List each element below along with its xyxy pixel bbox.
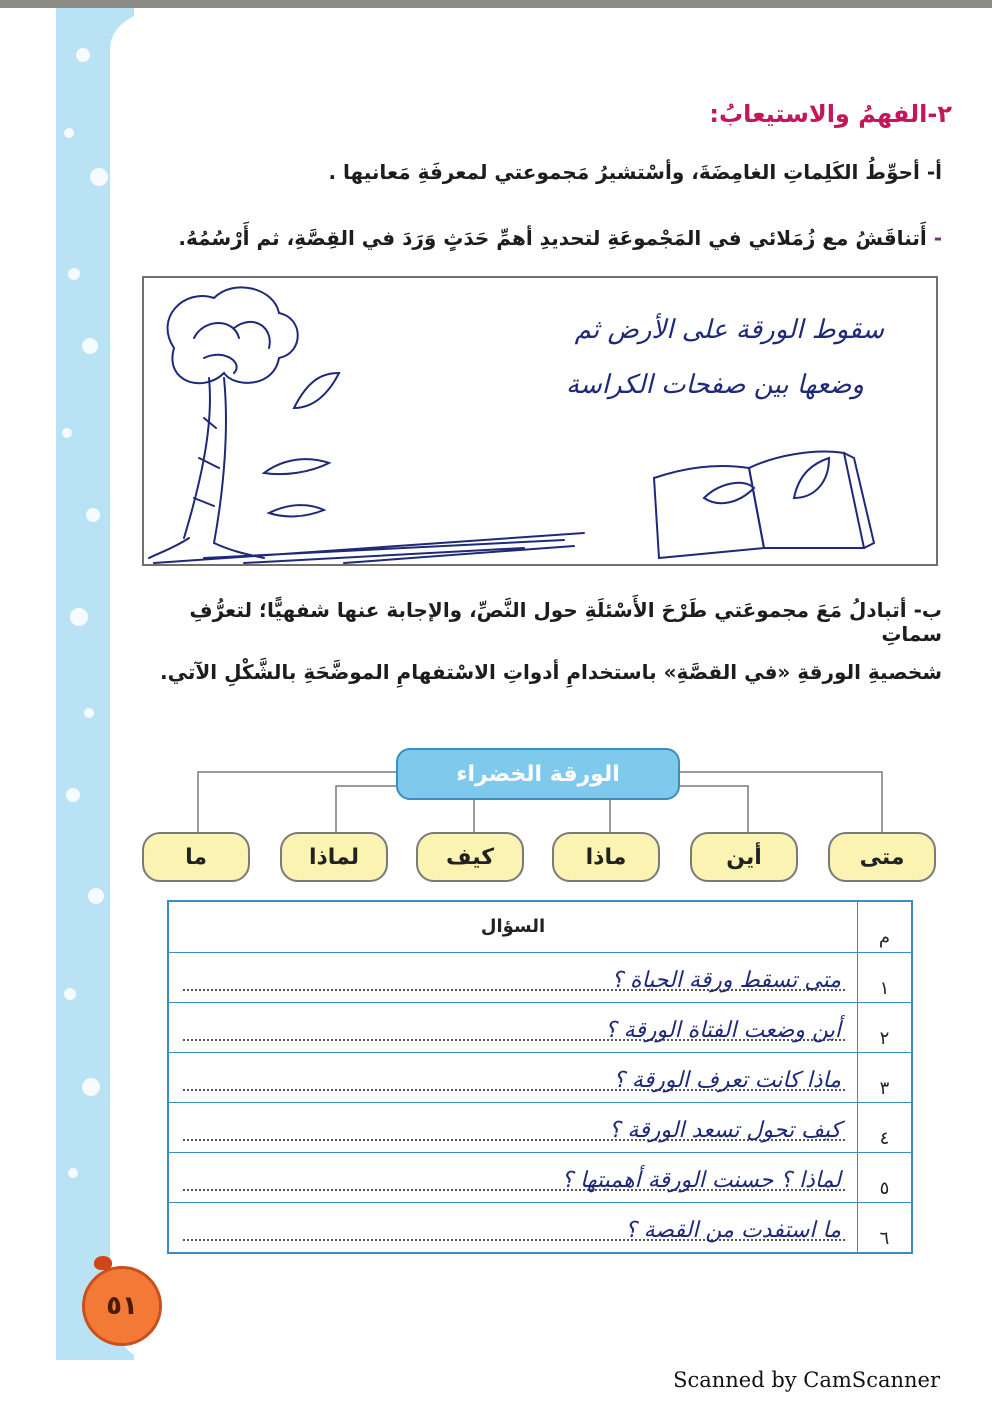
ground-lines [154,533,584,563]
page-number: ٥١ [82,1266,162,1346]
scanner-watermark: Scanned by CamScanner [673,1368,940,1392]
answer-cell [169,953,857,1003]
falling-leaf-1 [294,373,339,408]
header-question: السؤال [480,916,546,937]
handwritten-answer: ماذا كانت تعرف الورقة ؟ [613,1068,841,1093]
instruction-b-line2: شخصيةِ الورقةِ «في القصَّةِ» باستخدامِ أدواتِ الاسْتفهامِ الموضَّحَةِ بالشَّكْلِ الآتي. [160,660,942,684]
question-word-limadha: لماذا [280,832,388,882]
question-word-ayna: أين [690,832,798,882]
table-header-row [169,902,911,952]
instruction-b-line1: ب- أتبادلُ مَعَ مجموعَتي طَرْحَ الأَسْئلَةِ حول النَّصِّ، والإجابة عنها شفهيًّا؛ لتعرُّفِ سماتِ [189,598,942,646]
drawing-caption-2: وضعها بين صفحات الكراسة [566,370,864,400]
dash-marker: - [933,226,942,250]
questions-table [167,900,913,1254]
row-num: ٤ [857,1103,911,1153]
section-title: ٢-الفهمُ والاستيعابُ: [709,100,952,128]
answer-cell [169,1053,857,1103]
row-num: ١ [857,953,911,1003]
answer-cell [169,1003,857,1053]
instruction-discuss-text: أَتناقَشُ مع زُمَلائي في المَجْموعَةِ لتحديدِ أهمِّ حَدَثٍ وَرَدَ في القِصَّةِ، ثم أَرْسُمُهُ. [178,226,927,250]
question-word-mata: متى [828,832,936,882]
scan-top-edge [0,0,992,8]
handwritten-answer: لماذا ؟ حسنت الورقة أهميتها ؟ [561,1168,841,1193]
table-row [169,1002,911,1053]
table-row [169,1102,911,1153]
question-word-madha: ماذا [552,832,660,882]
drawing-caption-1: سقوط الورقة على الأرض ثم [574,315,884,345]
table-row [169,1052,911,1103]
concept-map-center: الورقة الخضراء [396,748,680,800]
handwritten-answer: كيف تحول تسعد الورقة ؟ [608,1118,841,1143]
student-drawing [144,278,940,568]
instruction-discuss [152,226,942,250]
question-word-ma: ما [142,832,250,882]
handwritten-answer: أين وضعت الفتاة الورقة ؟ [604,1018,841,1043]
header-num: م [857,902,911,952]
question-word-kayfa: كيف [416,832,524,882]
instruction-a: أ- أحوِّطُ الكَلِماتِ الغامِضَةَ، وأسْتشيرُ مَجموعتي لمعرفَةِ مَعانيها . [328,160,942,184]
answer-cell [169,1203,857,1253]
answer-cell [169,1153,857,1203]
row-num: ٣ [857,1053,911,1103]
tree-canopy [168,287,298,383]
header-question-cell [169,902,857,952]
handwritten-answer: متى تسقط ورقة الحياة ؟ [611,968,841,993]
handwritten-answer: ما استفدت من القصة ؟ [624,1218,841,1243]
row-num: ٥ [857,1153,911,1203]
falling-leaf-2 [264,459,329,474]
table-row [169,952,911,1003]
open-book [654,466,764,558]
row-num: ٦ [857,1203,911,1253]
table-row [169,1152,911,1203]
answer-cell [169,1103,857,1153]
table-row [169,1202,911,1253]
falling-leaf-3 [269,505,324,516]
drawing-box [142,276,938,566]
row-num: ٢ [857,1003,911,1053]
